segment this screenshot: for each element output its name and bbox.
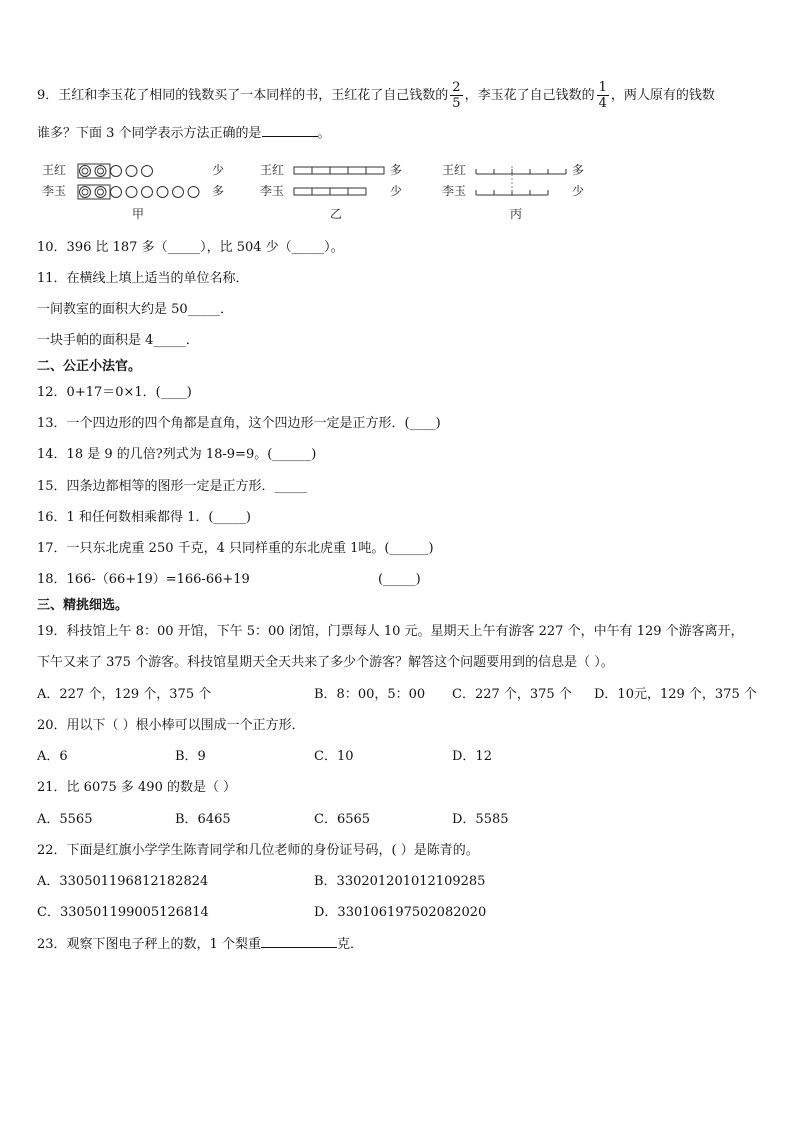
- jia-row1-circle: [111, 166, 122, 177]
- jia-row1-circles: [80, 166, 153, 177]
- bing-row1-line: [476, 169, 566, 174]
- yi-row1-bar: [294, 167, 384, 174]
- yi-row2-segment: [330, 188, 348, 195]
- yi-row2-bar: [294, 188, 366, 195]
- q19-option-a[interactable]: A．227 个，129 个，375 个: [37, 687, 212, 702]
- jia-row2-name: 李玉: [42, 184, 67, 198]
- q22-option-c[interactable]: C．330501199005126814: [37, 905, 209, 920]
- jia-row1-circle: [95, 166, 106, 177]
- bing-row2-name: 李玉: [442, 184, 467, 198]
- jia-row2-circle: [188, 187, 199, 198]
- jia-row2-circle: [142, 187, 153, 198]
- jia-row1-word: 少: [212, 163, 225, 177]
- section-3-heading: 三、精挑细选。: [37, 598, 129, 613]
- q23: 23．观察下图电子秤上的数，1 个梨重 克．: [37, 937, 363, 952]
- q21-option-c[interactable]: C．6565: [314, 812, 371, 827]
- q20-option-b[interactable]: B．9: [175, 749, 206, 764]
- jia-row2-circle: [80, 187, 91, 198]
- q11-b: 一块手帕的面积是 4_____．: [37, 333, 199, 348]
- jia-label: 甲: [132, 207, 145, 221]
- yi-row1-name: 王红: [260, 163, 285, 177]
- yi-row1-segment: [312, 167, 330, 174]
- jia-row1-circle: [80, 166, 91, 177]
- q9-text-part3: ，两人原有的钱数: [610, 88, 715, 103]
- jia-row2-circle: [173, 187, 184, 198]
- q18: 18．166-（66+19）=166-66+19: [37, 572, 250, 587]
- q22-option-a[interactable]: A．330501196812182824: [37, 874, 209, 889]
- yi-row1-segment: [330, 167, 348, 174]
- jia-row2-circle: [157, 187, 168, 198]
- q20-text: 20．用以下（ ）根小棒可以围成一个正方形．: [37, 718, 305, 733]
- q22-option-d[interactable]: D．330106197502082020: [314, 905, 487, 920]
- q14: 14．18 是 9 的几倍?列式为 18-9=9。(______): [37, 447, 317, 462]
- jia-row1-name: 王红: [42, 163, 67, 177]
- yi-row1-word: 多: [390, 163, 403, 177]
- q21-option-d[interactable]: D．5585: [452, 812, 509, 827]
- q9-comparison-figure: [40, 158, 600, 224]
- q22-text: 22．下面是红旗小学学生陈青同学和几位老师的身份证号码，( ）是陈青的。: [37, 843, 479, 858]
- jia-row1-inner-circle: [98, 168, 104, 174]
- bing-label: 丙: [510, 207, 523, 221]
- q9-figure-svg: [40, 158, 600, 224]
- jia-row2-circles: [80, 187, 200, 198]
- q22-option-b[interactable]: B．330201201012109285: [314, 874, 486, 889]
- jia-row1-inner-circle: [82, 168, 88, 174]
- q18-answer-blank[interactable]: (_____): [378, 572, 421, 587]
- q19-option-d[interactable]: D．10元，129 个，375 个: [594, 687, 757, 702]
- jia-row2-word: 多: [212, 184, 225, 198]
- jia-row2-inner-circle: [82, 189, 88, 195]
- bing-row1-word: 多: [572, 163, 585, 177]
- q11-a: 一间教室的面积大约是 50_____．: [37, 302, 234, 317]
- q9-answer-blank[interactable]: [262, 124, 318, 137]
- figure-yi: [260, 163, 402, 221]
- q19-line1: 19．科技馆上午 8：00 开馆，下午 5：00 闭馆，门票每人 10 元。星期天上午有游客 227 个，中午有 129 个游客离开，: [37, 624, 744, 639]
- q9-line2: 谁多？下面 3 个同学表示方法正确的是 。: [37, 126, 331, 141]
- q16: 16．1 和任何数相乘都得 1．(_____): [37, 510, 251, 525]
- q19-line2: 下午又来了 375 个游客。科技馆星期天全天共来了多少个游客？解答这个问题要用到的信息是（ ）。: [37, 655, 614, 670]
- q9-text-part1: 9．王红和李玉花了相同的钱数买了一本同样的书，王红花了自己钱数的: [37, 88, 449, 103]
- yi-row2-name: 李玉: [260, 184, 285, 198]
- figure-bing: [442, 163, 584, 221]
- jia-row2-circle: [95, 187, 106, 198]
- q15: 15．四条边都相等的图形一定是正方形．_____: [37, 479, 308, 494]
- yi-label: 乙: [330, 207, 343, 221]
- yi-row2-segment: [312, 188, 330, 195]
- yi-row1-segment: [366, 167, 384, 174]
- q19-option-b[interactable]: B．8：00，5：00: [314, 687, 426, 702]
- bing-row2-word: 少: [572, 184, 585, 198]
- q21-option-b[interactable]: B．6465: [175, 812, 231, 827]
- q10: 10．396 比 187 多（_____），比 504 少（_____）。: [37, 240, 344, 255]
- q21-option-a[interactable]: A．5565: [37, 812, 93, 827]
- q21-text: 21．比 6075 多 490 的数是（ ）: [37, 780, 237, 795]
- jia-row2-circle: [126, 187, 137, 198]
- q20-option-a[interactable]: A．6: [37, 749, 68, 764]
- q11-title: 11．在横线上填上适当的单位名称．: [37, 271, 249, 286]
- yi-row2-word: 少: [390, 184, 403, 198]
- q23-answer-blank[interactable]: [261, 935, 337, 948]
- yi-row1-segment: [348, 167, 366, 174]
- jia-row1-circle: [126, 166, 137, 177]
- q12: 12．0+17＝0×1．(____): [37, 385, 192, 400]
- jia-row1-circle: [142, 166, 153, 177]
- jia-row2-inner-circle: [98, 189, 104, 195]
- fraction-2-5: $\frac{2}{5}$: [452, 80, 461, 111]
- q9-line1: [37, 80, 715, 111]
- section-2-heading: 二、公正小法官。: [37, 359, 142, 374]
- q19-option-c[interactable]: C．227 个，375 个: [452, 687, 572, 702]
- yi-row2-segment: [294, 188, 312, 195]
- jia-row2-circle: [111, 187, 122, 198]
- yi-row1-segment: [294, 167, 312, 174]
- q13: 13．一个四边形的四个角都是直角，这个四边形一定是正方形．(____): [37, 416, 441, 431]
- fraction-1-4: $\frac{1}{4}$: [598, 80, 607, 111]
- figure-jia: [42, 162, 224, 221]
- yi-row2-segment: [348, 188, 366, 195]
- q17: 17．一只东北虎重 250 千克，4 只同样重的东北虎重 1吨。(______): [37, 541, 434, 556]
- q9-text-part2: ，李玉花了自己钱数的: [464, 88, 595, 103]
- q20-option-d[interactable]: D．12: [452, 749, 492, 764]
- q20-option-c[interactable]: C．10: [314, 749, 354, 764]
- bing-row1-name: 王红: [442, 163, 467, 177]
